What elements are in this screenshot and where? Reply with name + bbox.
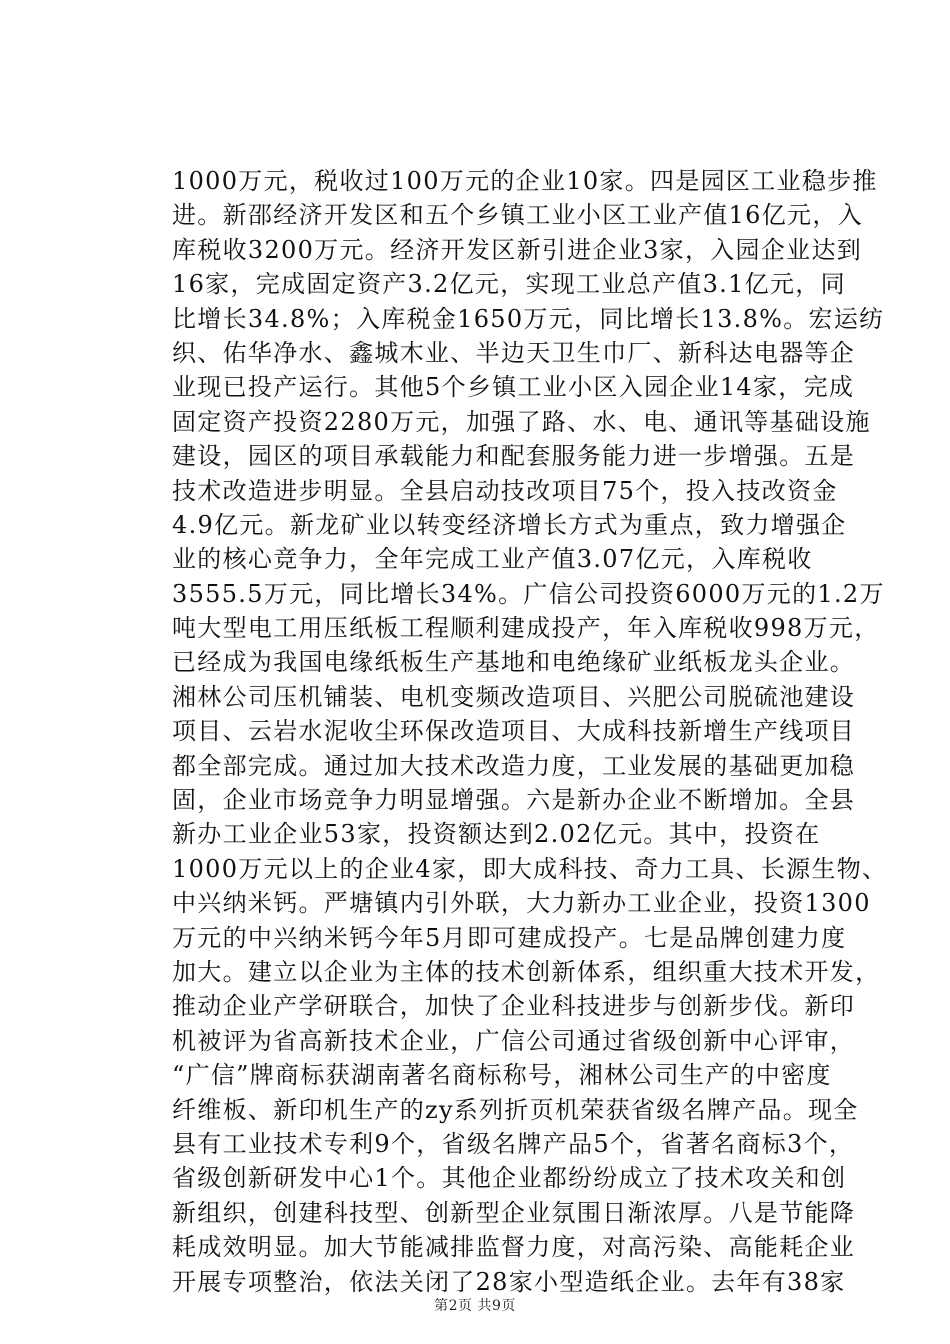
text-line: 项目、云岩水泥收尘环保改造项目、大成科技新增生产线项目	[172, 717, 856, 746]
text-line: 3555.5万元，同比增长34%。广信公司投资6000万元的1.2万	[172, 579, 885, 608]
text-line: 16家，完成固定资产3.2亿元，实现工业总产值3.1亿元，同	[172, 270, 846, 299]
text-line: 机被评为省高新技术企业，广信公司通过省级创新中心评审，	[172, 1026, 856, 1055]
text-line: 1000万元以上的企业4家，即大成科技、奇力工具、长源生物、	[172, 854, 888, 883]
text-line: 1000万元，税收过100万元的企业10家。四是园区工业稳步推	[172, 167, 878, 195]
text-line: 纤维板、新印机生产的zy系列折页机荣获省级名牌产品。现全	[172, 1095, 859, 1124]
text-line: 湘林公司压机铺装、电机变频改造项目、兴肥公司脱硫池建设	[172, 682, 856, 711]
text-line: 库税收3200万元。经济开发区新引进企业3家，入园企业达到	[172, 235, 863, 264]
text-line: 技术改造进步明显。全县启动技改项目75个，投入技改资金	[172, 476, 838, 505]
text-line: 中兴纳米钙。严塘镇内引外联，大力新办工业企业，投资1300	[172, 889, 871, 918]
text-line: 比增长34.8%；入库税金1650万元，同比增长13.8%。宏运纺	[172, 304, 885, 333]
page-footer: 第2页 共9页	[434, 1298, 516, 1314]
text-line: 省级创新研发中心1个。其他企业都纷纷成立了技术攻关和创	[172, 1164, 847, 1193]
text-line: “广信”牌商标获湖南著名商标称号，湘林公司生产的中密度	[172, 1061, 832, 1090]
text-line: 织、佑华净水、鑫城木业、半边天卫生巾厂、新科达电器等企	[172, 338, 856, 367]
text-line: 推动企业产学研联合，加快了企业科技进步与创新步伐。新印	[172, 992, 856, 1021]
text-line: 耗成效明显。加大节能减排监督力度，对高污染、高能耗企业	[172, 1233, 856, 1262]
text-line: 新办工业企业53家，投资额达到2.02亿元。其中，投资在	[172, 820, 821, 849]
text-line: 建设，园区的项目承载能力和配套服务能力进一步增强。五是	[172, 442, 856, 471]
text-line: 开展专项整治，依法关闭了28家小型造纸企业。去年有38家	[172, 1267, 846, 1296]
text-line: 加大。建立以企业为主体的技术创新体系，组织重大技术开发，	[172, 957, 881, 986]
text-line: 都全部完成。通过加大技术改造力度，工业发展的基础更加稳	[172, 751, 856, 780]
text-line: 业现已投产运行。其他5个乡镇工业小区入园企业14家，完成	[172, 373, 855, 402]
text-line: 固，企业市场竞争力明显增强。六是新办企业不断增加。全县	[172, 786, 856, 815]
text-line: 已经成为我国电缘纸板生产基地和电绝缘矿业纸板龙头企业。	[172, 648, 856, 677]
text-line: 进。新邵经济开发区和五个乡镇工业小区工业产值16亿元，入	[172, 201, 863, 230]
text-line: 新组织，创建科技型、创新型企业氛围日渐浓厚。八是节能降	[172, 1198, 856, 1227]
body-paragraph	[172, 164, 888, 1299]
text-line: 4.9亿元。新龙矿业以转变经济增长方式为重点，致力增强企	[172, 510, 847, 539]
text-line: 固定资产投资2280万元，加强了路、水、电、通讯等基础设施	[172, 407, 871, 436]
text-line: 吨大型电工用压纸板工程顺利建成投产，年入库税收998万元，	[172, 614, 880, 643]
text-line: 县有工业技术专利9个，省级名牌产品5个，省著名商标3个，	[172, 1129, 855, 1158]
text-line: 业的核心竞争力，全年完成工业产值3.07亿元，入库税收	[172, 545, 813, 574]
text-line: 万元的中兴纳米钙今年5月即可建成投产。七是品牌创建力度	[172, 923, 847, 952]
